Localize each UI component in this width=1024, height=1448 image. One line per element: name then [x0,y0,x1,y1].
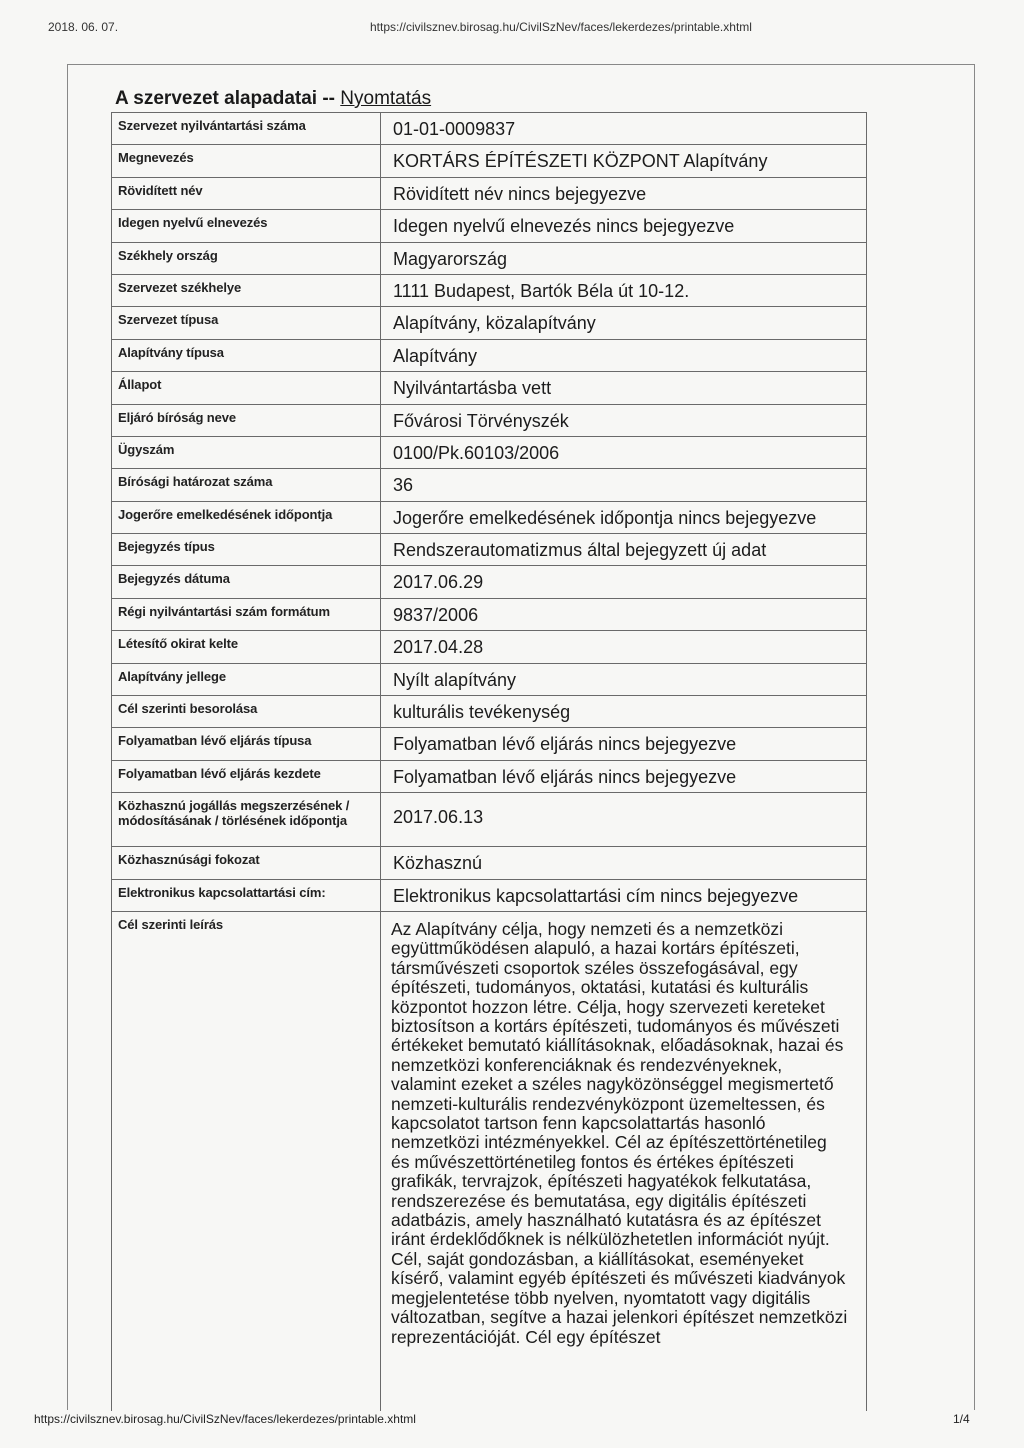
field-value: Idegen nyelvű elnevezés nincs bejegyezve [381,210,867,242]
field-value: 9837/2006 [381,598,867,630]
page-title-text: A szervezet alapadatai [115,88,318,109]
field-label: Szervezet nyilvántartási száma [112,113,381,145]
table-row [112,663,867,695]
field-value: Magyarország [381,242,867,274]
description-label: Cél szerinti leírás [112,911,381,1411]
field-value: Alapítvány, közalapítvány [381,307,867,339]
table-row [112,847,867,879]
field-label: Létesítő okirat kelte [112,631,381,663]
field-label: Jogerőre emelkedésének időpontja [112,501,381,533]
page-title [115,88,431,110]
description-text: Az Alapítvány célja, hogy nemzeti és a nemzetközi együttműködésen alapuló, a hazai kortárs építészeti, társművészeti csoportok széles összefogásával, egy építészeti, tudományos, oktatási, kutatási és kulturális központot hozzon létre. Célja, hogy szervezeti kereteket biztosítson a kortárs építészeti, tudományos és művészeti értékeket bemutató kiállításoknak, előadásoknak, hazai és nemzetközi konferenciáknak és rendezvényeknek, valamint ezeket a széles nagyközönséggel megismertető nemzeti-kulturális rendezvényközpont üzemeltessen, és kapcsolatot tartson fenn kapcsolattartás hasonló nemzetközi intézményekkel. Cél az építészettörténetileg és művészettörténetileg fontos és értékes építészeti grafikák, tervrajzok, építészeti hagyatékok felkutatása, rendszerezése és bemutatása, egy digitális építészeti adatbázis, amely használható kutatásra és az építészet iránt érdeklődőknek is nélkülözhetetlen információt nyújt. Cél, saját gondozásban, a kiállításokat, eseményeket kísérő, valamint egyéb építészeti és művészeti kiadványok megjelentetése több nyelven, nyomtatott vagy digitális változatban, segítve a hazai jelenkori építészet nemzetközi reprezentációját. Cél egy építészet [381,911,867,1411]
field-label: Régi nyilvántartási szám formátum [112,598,381,630]
field-value: kulturális tevékenység [381,696,867,728]
field-label: Bírósági határozat száma [112,469,381,501]
field-label: Cél szerinti besorolása [112,696,381,728]
field-label: Alapítvány jellege [112,663,381,695]
table-row [112,177,867,209]
field-value: Nyilvántartásba vett [381,372,867,404]
field-label: Folyamatban lévő eljárás kezdete [112,760,381,792]
field-value: 0100/Pk.60103/2006 [381,436,867,468]
field-label: Ügyszám [112,436,381,468]
field-label: Eljáró bíróság neve [112,404,381,436]
table-row [112,879,867,911]
field-value: 2017.06.29 [381,566,867,598]
table-row [112,631,867,663]
field-value: Folyamatban lévő eljárás nincs bejegyezve [381,728,867,760]
field-value: Elektronikus kapcsolattartási cím nincs bejegyezve [381,879,867,911]
field-value: KORTÁRS ÉPÍTÉSZETI KÖZPONT Alapítvány [381,145,867,177]
footer-url: https://civilsznev.birosag.hu/CivilSzNev/faces/lekerdezes/printable.xhtml [34,1412,416,1426]
page-number: 1/4 [953,1412,970,1426]
table-row [112,145,867,177]
field-value: Közhasznú [381,847,867,879]
field-label: Rövidített név [112,177,381,209]
table-row [112,404,867,436]
field-label: Megnevezés [112,145,381,177]
table-row [112,210,867,242]
field-label: Idegen nyelvű elnevezés [112,210,381,242]
field-value: Alapítvány [381,339,867,371]
organization-data-table [111,112,867,1411]
table-row [112,760,867,792]
field-label: Szervezet székhelye [112,274,381,306]
field-label: Szervezet típusa [112,307,381,339]
print-date: 2018. 06. 07. [48,20,119,34]
print-url: https://civilsznev.birosag.hu/CivilSzNev/faces/lekerdezes/printable.xhtml [370,20,752,34]
field-label: Bejegyzés típus [112,534,381,566]
print-link[interactable]: Nyomtatás [340,88,432,109]
table-row [112,728,867,760]
table-row [112,696,867,728]
field-label: Állapot [112,372,381,404]
field-value: Folyamatban lévő eljárás nincs bejegyezve [381,760,867,792]
table-row [112,469,867,501]
field-value: Jogerőre emelkedésének időpontja nincs bejegyezve [381,501,867,533]
field-label: Bejegyzés dátuma [112,566,381,598]
table-row [112,274,867,306]
table-row [112,793,867,847]
field-label: Székhely ország [112,242,381,274]
field-label: Közhasznú jogállás megszerzésének / módosításának / törlésének időpontja [112,793,381,847]
table-row [112,113,867,145]
field-value: Rövidített név nincs bejegyezve [381,177,867,209]
table-row [112,566,867,598]
field-label: Folyamatban lévő eljárás típusa [112,728,381,760]
table-row-description [112,911,867,1411]
field-value: 2017.06.13 [381,793,867,847]
table-row [112,242,867,274]
field-value: 36 [381,469,867,501]
title-separator: -- [322,88,335,109]
field-label: Közhasznúsági fokozat [112,847,381,879]
table-row [112,534,867,566]
field-label: Alapítvány típusa [112,339,381,371]
table-row [112,436,867,468]
field-value: 01-01-0009837 [381,113,867,145]
field-value: Rendszerautomatizmus által bejegyzett új adat [381,534,867,566]
field-value: 2017.04.28 [381,631,867,663]
table-row [112,598,867,630]
field-value: 1111 Budapest, Bartók Béla út 10-12. [381,274,867,306]
field-label: Elektronikus kapcsolattartási cím: [112,879,381,911]
table-row [112,307,867,339]
field-value: Nyílt alapítvány [381,663,867,695]
field-value: Fővárosi Törvényszék [381,404,867,436]
table-row [112,501,867,533]
table-row [112,339,867,371]
table-row [112,372,867,404]
